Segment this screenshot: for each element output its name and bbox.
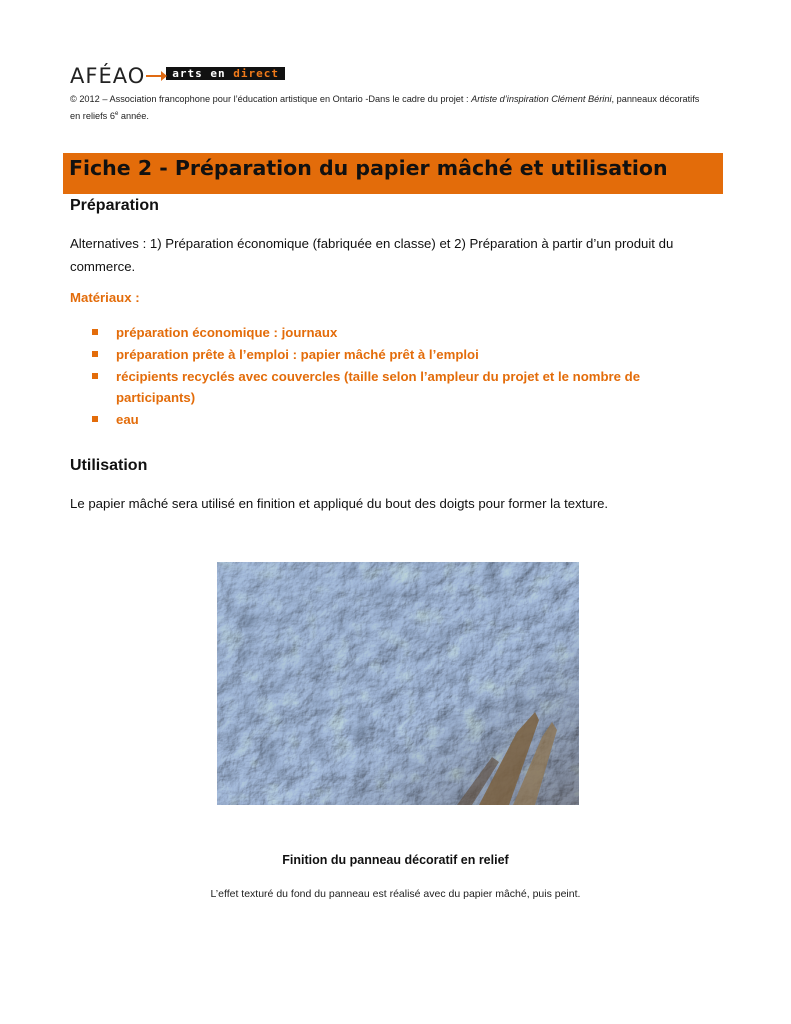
textured-panel-photo — [217, 562, 579, 805]
page-title: Fiche 2 - Préparation du papier mâché et utilisation — [69, 156, 668, 180]
square-bullet-icon — [92, 373, 98, 379]
list-item — [92, 366, 712, 408]
logo-arrow-icon — [146, 75, 164, 77]
copyright-notice — [70, 92, 700, 124]
logo-arts-en-direct — [166, 67, 285, 80]
logo-afeao-text: AFÉAO — [70, 64, 146, 88]
logo-bar-text-b: direct — [233, 66, 279, 80]
afeao-logo — [70, 63, 285, 89]
material-text: eau — [116, 412, 139, 427]
figure-caption-title: Finition du panneau décoratif en relief — [282, 853, 509, 867]
figure-caption-text: L’effet texturé du fond du panneau est réalisé avec du papier mâché, puis peint. — [210, 888, 581, 900]
title-banner — [63, 153, 723, 194]
alternatives-paragraph: Alternatives : 1) Préparation économique (fabriquée en classe) et 2) Préparation à partir d’un produit du commerce. — [70, 236, 674, 274]
materials-list — [92, 322, 712, 431]
material-text: préparation économique : journaux — [116, 325, 338, 340]
square-bullet-icon — [92, 329, 98, 335]
copyright-part-c: année. — [118, 111, 149, 122]
heading-utilisation-text: Utilisation — [70, 457, 148, 474]
texture-image — [217, 562, 579, 805]
utilisation-paragraph: Le papier mâché sera utilisé en finition et appliqué du bout des doigts pour former la texture. — [70, 496, 609, 511]
logo-bar-text-a: arts en — [172, 66, 234, 80]
copyright-project: Artiste d’inspiration Clément Bérini — [471, 94, 612, 104]
copyright-part-b: , panneaux décoratifs en reliefs 6 — [70, 94, 700, 122]
list-item — [92, 409, 712, 430]
copyright-part-a: © 2012 – Association francophone pour l’éducation artistique en Ontario -Dans le cadre du projet : — [70, 94, 472, 104]
list-item — [92, 344, 712, 365]
material-text: récipients recyclés avec couvercles (taille selon l’ampleur du projet et le nombre de participants) — [116, 369, 641, 405]
square-bullet-icon — [92, 351, 98, 357]
heading-utilisation — [70, 457, 147, 475]
materials-label: Matériaux : — [70, 290, 140, 305]
copyright-sup: e — [114, 111, 119, 117]
square-bullet-icon — [92, 416, 98, 422]
material-text: préparation prête à l’emploi : papier mâché prêt à l’emploi — [116, 347, 479, 362]
list-item — [92, 322, 712, 343]
heading-preparation: Préparation — [70, 197, 159, 214]
